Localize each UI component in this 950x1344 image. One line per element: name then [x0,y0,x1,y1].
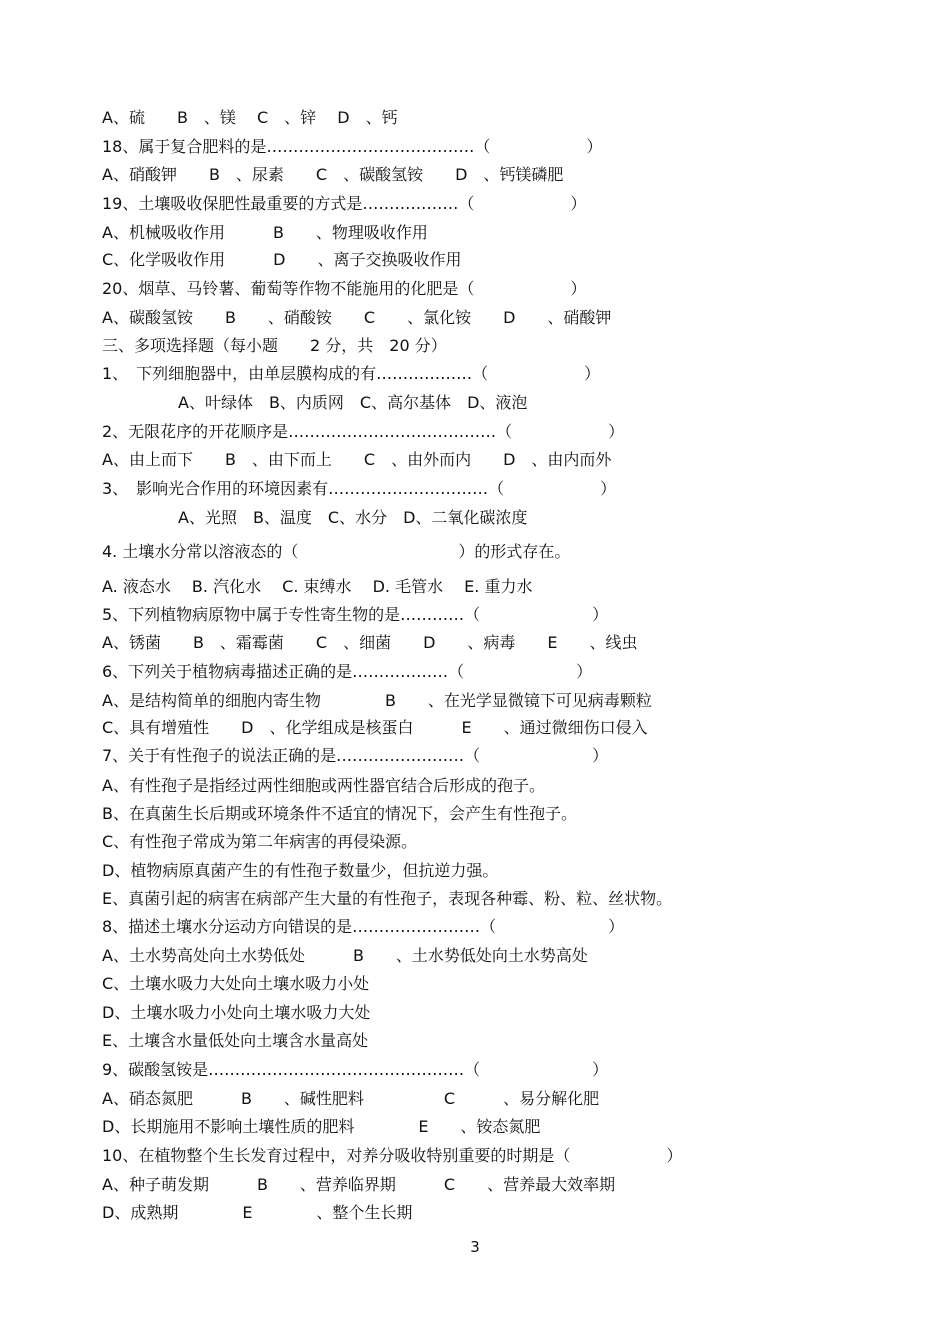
mc-question-4: 4. 土壤水分常以溶液态的（ ）的形式存在。 [102,542,571,561]
mc-option-line-5: A、锈菌 B 、霜霉菌 C 、细菌 D 、病毒 E 、线虫 [102,633,638,652]
section-heading: 三、多项选择题（每小题 2 分，共 20 分） [102,336,447,355]
option-line-17: A、硫 B 、镁 C 、锌 D 、钙 [102,108,398,127]
mc-question-8: 8、描述土壤水分运动方向错误的是……………………（ ） [102,917,625,936]
option-line-19a: A、机械吸收作用 B 、物理吸收作用 [102,223,428,242]
page-number: 3 [470,1238,480,1256]
mc-option-7c: C、有性孢子常成为第二年病害的再侵染源。 [102,832,418,851]
mc-question-9: 9、碳酸氢铵是…………………………………………（ ） [102,1060,609,1079]
option-line-18: A、硝酸钾 B 、尿素 C 、碳酸氢铵 D 、钙镁磷肥 [102,165,564,184]
mc-option-8c: C、土壤水吸力大处向土壤水吸力小处 [102,974,370,993]
mc-question-5: 5、下列植物病原物中属于专性寄生物的是…………（ ） [102,605,609,624]
mc-question-6: 6、下列关于植物病毒描述正确的是………………（ ） [102,662,593,681]
mc-option-8e: E、土壤含水量低处向土壤含水量高处 [102,1031,369,1050]
mc-option-7d: D、植物病原真菌产生的有性孢子数量少，但抗逆力强。 [102,861,499,880]
mc-option-line-9b: D、长期施用不影响土壤性质的肥料 E 、铵态氮肥 [102,1117,541,1136]
mc-option-8d: D、土壤水吸力小处向土壤水吸力大处 [102,1003,371,1022]
mc-option-line-10b: D、成熟期 E 、整个生长期 [102,1203,413,1222]
question-18: 18、属于复合肥料的是…………………………………（ ） [102,137,603,156]
mc-option-line-9a: A、硝态氮肥 B 、碱性肥料 C 、易分解化肥 [102,1089,600,1108]
mc-option-line-3: A、光照 B、温度 C、水分 D、二氧化碳浓度 [178,508,528,527]
mc-option-line-8a: A、土水势高处向土水势低处 B 、土水势低处向土水势高处 [102,946,588,965]
mc-question-7: 7、关于有性孢子的说法正确的是……………………（ ） [102,746,609,765]
mc-option-7b: B、在真菌生长后期或环境条件不适宜的情况下，会产生有性孢子。 [102,804,577,823]
mc-question-1: 1、 下列细胞器中，由单层膜构成的有………………（ ） [102,364,601,383]
mc-question-3: 3、 影响光合作用的环境因素有…………………………（ ） [102,479,617,498]
mc-option-line-4: A. 液态水 B. 汽化水 C. 束缚水 D. 毛管水 E. 重力水 [102,577,533,596]
mc-option-line-2: A、由上而下 B 、由下而上 C 、由外而内 D 、由内而外 [102,450,612,469]
mc-option-line-6b: C、具有增殖性 D 、化学组成是核蛋白 E 、通过微细伤口侵入 [102,718,648,737]
question-19: 19、土壤吸收保肥性最重要的方式是………………（ ） [102,194,587,213]
mc-question-2: 2、无限花序的开花顺序是…………………………………（ ） [102,422,625,441]
mc-option-line-10a: A、种子萌发期 B 、营养临界期 C 、营养最大效率期 [102,1175,616,1194]
mc-option-7e: E、真菌引起的病害在病部产生大量的有性孢子，表现各种霉、粉、粒、丝状物。 [102,889,673,908]
question-20: 20、烟草、马铃薯、葡萄等作物不能施用的化肥是（ ） [102,279,587,298]
mc-question-10: 10、在植物整个生长发育过程中，对养分吸收特别重要的时期是（ ） [102,1146,683,1165]
mc-option-line-6a: A、是结构简单的细胞内寄生物 B 、在光学显微镜下可见病毒颗粒 [102,691,652,710]
mc-option-7a: A、有性孢子是指经过两性细胞或两性器官结合后形成的孢子。 [102,776,545,795]
option-line-20: A、碳酸氢铵 B 、硝酸铵 C 、氯化铵 D 、硝酸钾 [102,308,612,327]
option-line-19b: C、化学吸收作用 D 、离子交换吸收作用 [102,250,462,269]
mc-option-line-1: A、叶绿体 B、内质网 C、高尔基体 D、液泡 [178,393,528,412]
